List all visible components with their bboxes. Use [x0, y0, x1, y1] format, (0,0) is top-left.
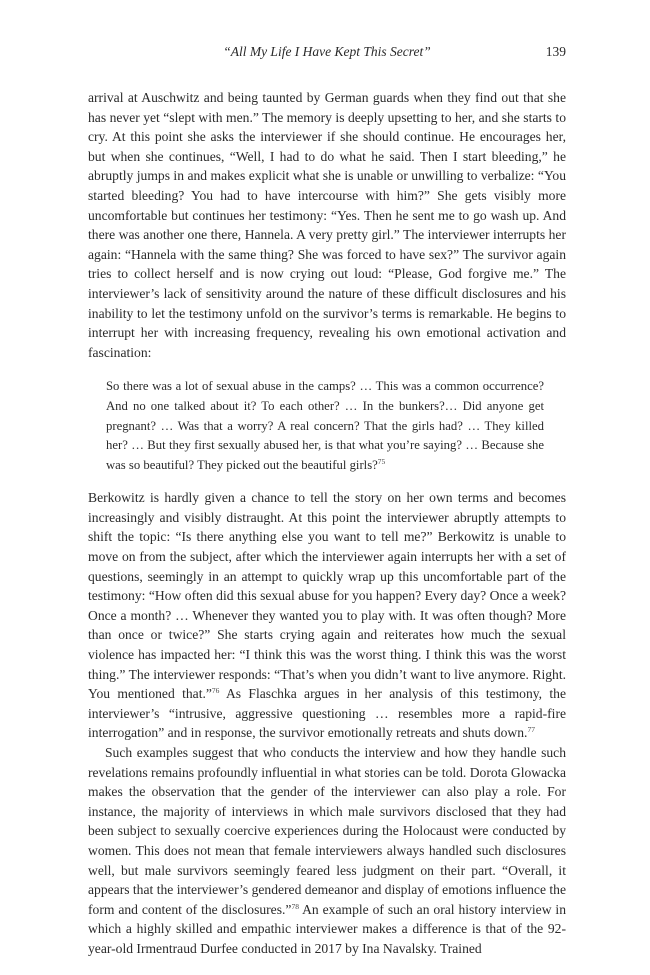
running-head	[88, 44, 566, 64]
paragraph-3	[88, 743, 566, 959]
paragraph-1: arrival at Auschwitz and being taunted by German guards when they find out that she has never yet “slept with men.” The memory is deeply upsetting to her, and she starts to cry. At this point she asks the interviewer if she should continue. He encourages her, but when she continues, “Well, I had to do what he said. Then I start bleeding,” he abruptly jumps in and makes explicit what she is unable or unwilling to verbalize: “You started bleeding? You had to have intercourse with him?” She gets visibly more uncomfortable but continues her testimony: “Yes. Then he sent me to go wash up. And there was another one there, Hannela. A very pretty girl.” The interviewer interrupts her again: “Hannela with the same thing? She was forced to have sex?” The survivor again tries to collect herself and is now crying out loud: “Please, God forgive me.” The interviewer’s lack of sensitivity around the nature of these difficult disclosures and his inability to let the testimony unfold on the survivor’s terms is remarkable. He begins to interrupt her with increasing frequency, revealing his own emotional activation and fascination:	[88, 90, 566, 360]
block-quote-text: So there was a lot of sexual abuse in the camps? … This was a common occurrence? And no one talked about it? To each other? … In the bunkers?… Did anyone get pregnant? … Was that a worry? A real concern? That the girls had? … They killed her? … But they first sexually abused her, is that what you’re saying? … Because she was so beautiful? They picked out the beautiful girls?	[106, 379, 544, 472]
running-title: “All My Life I Have Kept This Secret”	[223, 44, 431, 59]
paragraph-2-text-a: Berkowitz is hardly given a chance to tell the story on her own terms and becomes increasingly and visibly distraught. At this point the interviewer abruptly attempts to shift the topic: “Is there anything else you want to tell me?” Berkowitz is unable to move on from the subject, after which the interviewer again interrupts her with a set of questions, seemingly in an attempt to quickly wrap up this uncomfortable part of the testimony: “How often did this sexual abuse for you happen? Every day? Once a week? Once a month? … Whenever they wanted you to play with. It was often though? More than once or twice?” She starts crying again and reiterates how much the sexual violence has impacted her: “I think this was the worst thing. I think this was the worst thing.” The interviewer responds: “That’s when you didn’t want to live anymore. Right. You mentioned that.”	[88, 490, 566, 702]
footnote-ref-78[interactable]: 78	[291, 901, 299, 911]
paragraph-2-text-b: As Flaschka argues in her analysis of this testimony, the interviewer’s “intrusive, aggressive questioning … resembles more a rapid-fire interrogation” and in response, the survivor emotionally retreats and shuts down.	[88, 686, 567, 741]
paragraph-3-text-b: An example of such an oral history interview in which a highly skilled and empathic interviewer makes a difference is that of the 92-year-old Irmentraud Durfee conducted in 2017 by Ina Navalsky. Trained	[88, 901, 566, 956]
paragraph-2	[88, 488, 566, 743]
page-number: 139	[545, 44, 566, 59]
footnote-ref-76[interactable]: 76	[211, 686, 220, 696]
footnote-ref-75[interactable]: 75	[377, 456, 386, 466]
block-quote	[106, 377, 544, 475]
footnote-ref-77[interactable]: 77	[527, 725, 535, 735]
body-text	[88, 88, 566, 959]
paragraph-3-text-a: Such examples suggest that who conducts the interview and how they handle such revelations remains profoundly influential in what stories can be told. Dorota Glowacka makes the observation that the gender of the interviewer can also play a role. For instance, the majority of interviews in which male survivors disclosed that they had been subject to sexually coercive experiences during the Holocaust were conducted by women. This does not mean that female interviewers always handled such disclosures well, but male survivors seemingly feared less judgment on their part. “Overall, it appears that the interviewer’s gendered demeanor and display of emotions influence the form and content of the disclosures.”	[88, 745, 566, 917]
